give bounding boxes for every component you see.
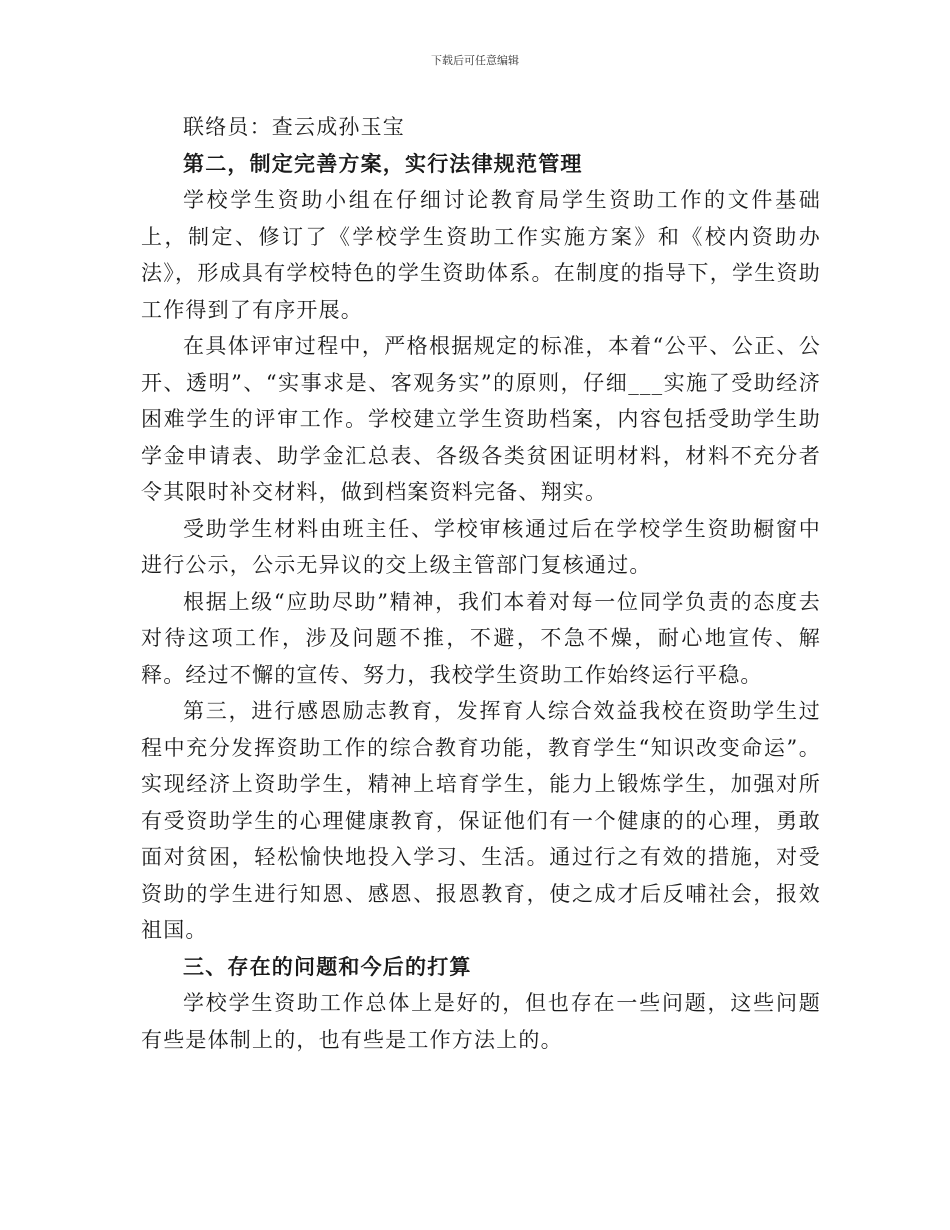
contact-line: 联络员：查云成孙玉宝	[183, 115, 405, 139]
document-body	[141, 109, 821, 1058]
page-header: 下载后可任意编辑	[431, 54, 519, 67]
paragraph-review: 在具体评审过程中，严格根据规定的标准，本着“公平、公正、公开、透明”、“实事求是、客观务实”的原则，仔细___实施了受助经济困难学生的评审工作。学校建立学生资助档案，内容包括受助学生助学金申请表、助学金汇总表、各级各类贫困证明材料，材料不充分者令其限时补交材料，做到档案资料完备、翔实。	[141, 334, 821, 504]
section-heading-3: 三、存在的问题和今后的打算	[183, 954, 472, 979]
paragraph-education: 第三，进行感恩励志教育，发挥育人综合效益我校在资助学生过程中充分发挥资助工作的综合教育功能，教育学生“知识改变命运”。实现经济上资助学生，精神上培育学生，能力上锻炼学生，加强对所有受资助学生的心理健康教育，保证他们有一个健康的的心理，勇敢面对贫困，轻松愉快地投入学习、生活。通过行之有效的措施，对受资助的学生进行知恩、感恩、报恩教育，使之成才后反哺社会，报效祖国。	[141, 699, 821, 942]
paragraph-spirit: 根据上级“应助尽助”精神，我们本着对每一位同学负责的态度去对待这项工作，涉及问题不推，不避，不急不燥，耐心地宣传、解释。经过不懈的宣传、努力，我校学生资助工作始终运行平稳。	[141, 589, 821, 687]
section-heading-2: 第二，制定完善方案，实行法律规范管理	[183, 151, 583, 176]
paragraph-problems: 学校学生资助工作总体上是好的，但也存在一些问题，这些问题有些是体制上的，也有些是工作方法上的。	[141, 991, 821, 1052]
paragraph-publicity: 受助学生材料由班主任、学校审核通过后在学校学生资助橱窗中进行公示，公示无异议的交上级主管部门复核通过。	[141, 516, 821, 577]
paragraph-system: 学校学生资助小组在仔细讨论教育局学生资助工作的文件基础上，制定、修订了《学校学生资助工作实施方案》和《校内资助办法》，形成具有学校特色的学生资助体系。在制度的指导下，学生资助工作得到了有序开展。	[141, 188, 821, 322]
